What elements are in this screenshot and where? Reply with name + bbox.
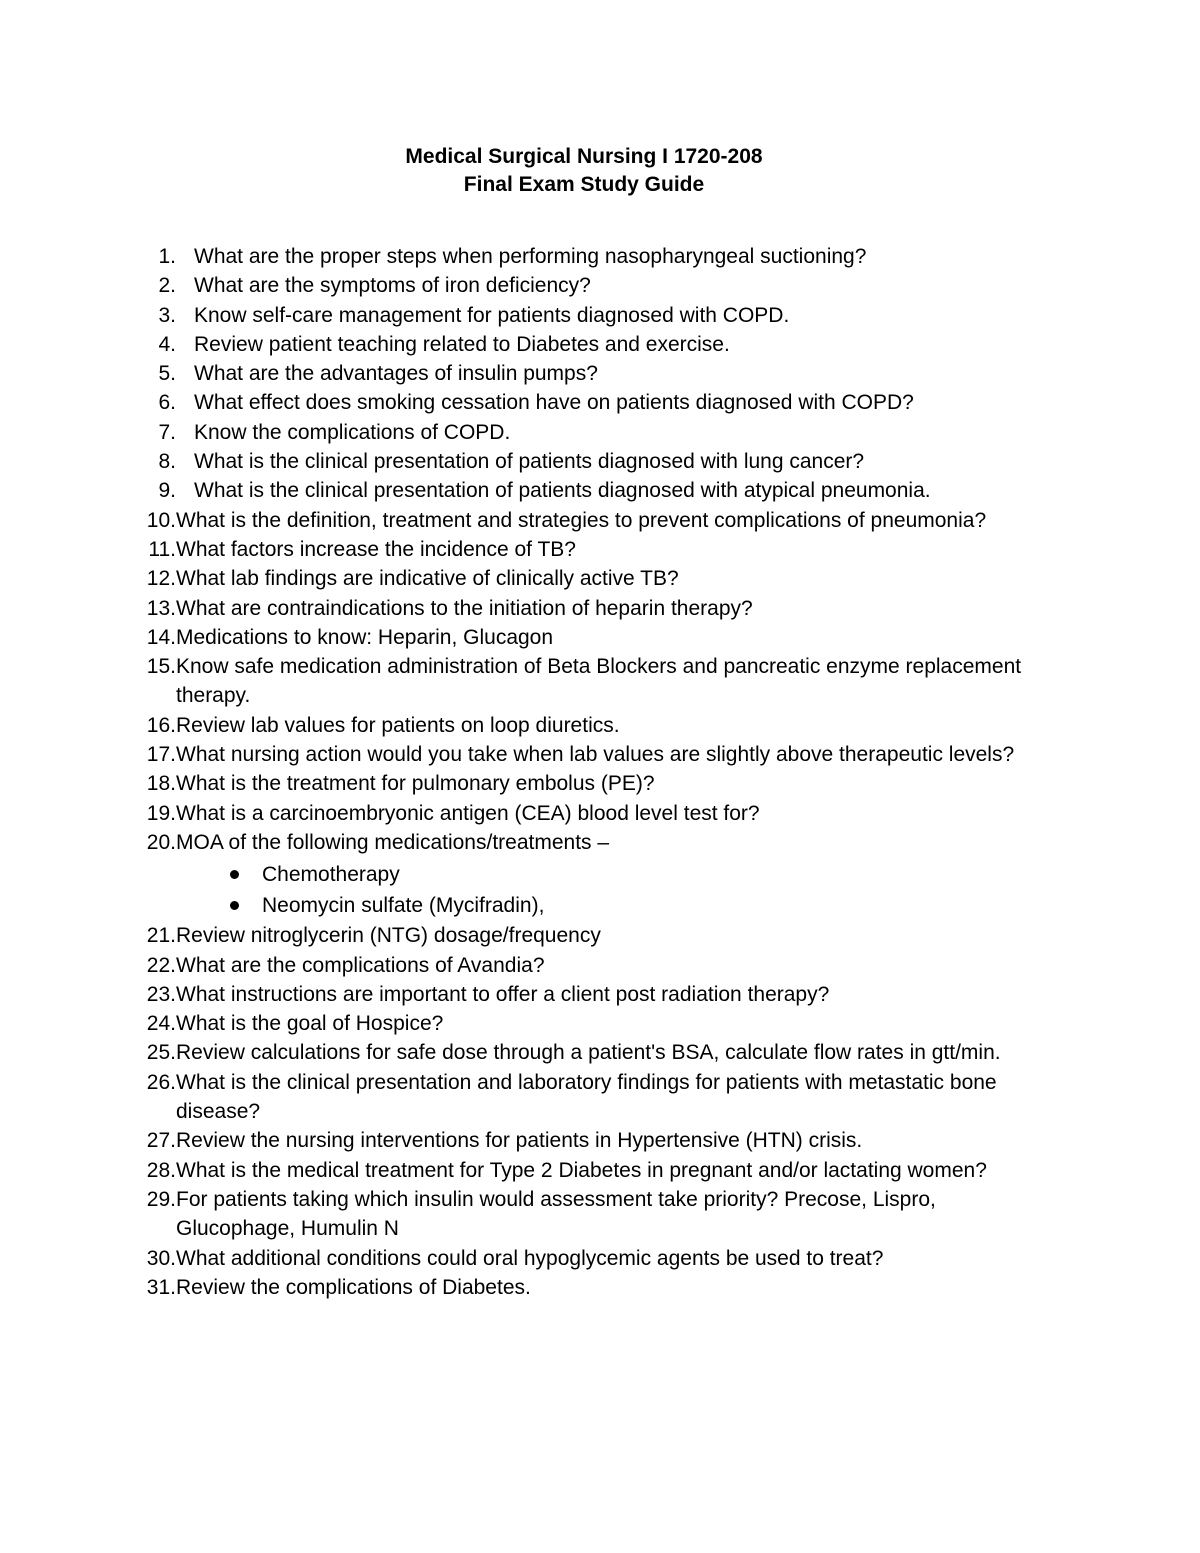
question-item xyxy=(140,447,1060,476)
bullet-dot-icon xyxy=(230,870,239,879)
question-body xyxy=(176,951,1060,980)
question-body xyxy=(176,1126,1060,1155)
question-body xyxy=(176,535,1060,564)
question-text: Review lab values for patients on loop diuretics. xyxy=(176,713,620,737)
question-body xyxy=(176,921,1060,950)
question-body xyxy=(176,980,1060,1009)
question-text: What is the clinical presentation and laboratory findings for patients with metastatic bone disease? xyxy=(176,1070,997,1124)
question-number: 9. xyxy=(158,479,176,503)
question-item xyxy=(140,1038,1060,1067)
question-body xyxy=(176,769,1060,798)
title-line-1: Medical Surgical Nursing I 1720-208 xyxy=(405,145,763,168)
question-item xyxy=(140,418,1060,447)
question-item xyxy=(140,799,1060,828)
question-item xyxy=(140,1185,1060,1244)
question-text: What are the proper steps when performing nasopharyngeal suctioning? xyxy=(194,245,867,268)
sub-bullet-text: Chemotherapy xyxy=(262,863,400,887)
question-text: What is the definition, treatment and strategies to prevent complications of pneumonia? xyxy=(176,508,987,532)
question-body xyxy=(194,359,1060,388)
question-text: What is a carcinoembryonic antigen (CEA) blood level test for? xyxy=(176,801,760,825)
question-text: For patients taking which insulin would assessment take priority? Precose, Lispro, Glucophage, Humulin N xyxy=(176,1187,936,1241)
question-text: Review the complications of Diabetes. xyxy=(176,1275,531,1299)
question-body xyxy=(176,1068,1060,1127)
question-text: What additional conditions could oral hypoglycemic agents be used to treat? xyxy=(176,1246,884,1270)
question-item xyxy=(140,740,1060,769)
question-text: Review nitroglycerin (NTG) dosage/frequency xyxy=(176,924,601,948)
question-number: 10. xyxy=(146,508,176,532)
question-number: 16. xyxy=(146,713,176,737)
question-text: Review patient teaching related to Diabetes and exercise. xyxy=(194,332,730,356)
document-title xyxy=(0,143,1168,199)
question-number: 13. xyxy=(146,596,176,620)
question-number: 11. xyxy=(148,537,176,561)
question-text: What are the advantages of insulin pumps? xyxy=(194,362,598,386)
question-item xyxy=(140,828,1060,921)
question-number: 22. xyxy=(146,953,176,977)
question-number: 31. xyxy=(146,1275,176,1299)
question-item xyxy=(140,980,1060,1009)
sub-bullet-text: Neomycin sulfate (Mycifradin), xyxy=(262,894,545,918)
question-body xyxy=(194,476,1060,505)
question-number: 28. xyxy=(146,1158,176,1182)
question-body xyxy=(176,623,1060,652)
question-text: What is the clinical presentation of patients diagnosed with lung cancer? xyxy=(194,450,865,474)
question-item xyxy=(140,535,1060,564)
question-number: 4. xyxy=(158,332,176,356)
question-item xyxy=(140,1068,1060,1127)
question-body xyxy=(194,447,1060,476)
question-number: 29. xyxy=(146,1187,176,1211)
question-body xyxy=(176,799,1060,828)
question-number: 1. xyxy=(158,245,176,268)
question-text: What instructions are important to offer a client post radiation therapy? xyxy=(176,982,830,1006)
question-text: Review the nursing interventions for patients in Hypertensive (HTN) crisis. xyxy=(176,1129,863,1153)
question-body xyxy=(176,652,1060,711)
question-body xyxy=(194,388,1060,417)
question-item xyxy=(140,1273,1060,1302)
question-list xyxy=(140,242,1060,1302)
question-number: 15. xyxy=(146,655,176,679)
bullet-dot-icon xyxy=(230,901,239,910)
question-text: Medications to know: Heparin, Glucagon xyxy=(176,625,554,649)
question-body xyxy=(194,242,1060,271)
question-body xyxy=(176,506,1060,535)
question-number: 17. xyxy=(146,743,176,767)
question-body xyxy=(176,1244,1060,1273)
question-text: What lab findings are indicative of clinically active TB? xyxy=(176,567,679,591)
question-text: MOA of the following medications/treatments – xyxy=(176,830,610,854)
question-item xyxy=(140,711,1060,740)
question-body xyxy=(194,330,1060,359)
question-body xyxy=(176,711,1060,740)
title-line-2: Final Exam Study Guide xyxy=(463,173,705,196)
question-item xyxy=(140,242,1060,271)
question-text: What is the medical treatment for Type 2 Diabetes in pregnant and/or lactating women? xyxy=(176,1158,987,1182)
question-text: What is the goal of Hospice? xyxy=(176,1012,444,1036)
question-text: Know the complications of COPD. xyxy=(194,420,511,444)
question-item xyxy=(140,301,1060,330)
question-text: What is the treatment for pulmonary embolus (PE)? xyxy=(176,772,655,796)
question-body xyxy=(176,740,1060,769)
question-item xyxy=(140,652,1060,711)
question-item xyxy=(140,1244,1060,1273)
question-item xyxy=(140,506,1060,535)
question-number: 12. xyxy=(146,567,176,591)
question-number: 19. xyxy=(146,801,176,825)
question-item xyxy=(140,1126,1060,1155)
question-item xyxy=(140,623,1060,652)
question-body xyxy=(176,1273,1060,1302)
question-number: 21. xyxy=(146,924,176,948)
question-body xyxy=(176,828,1060,921)
question-number: 2. xyxy=(158,274,176,298)
question-body xyxy=(194,418,1060,447)
question-text: What are the complications of Avandia? xyxy=(176,953,545,977)
sub-bullet-list xyxy=(176,859,1060,921)
question-item xyxy=(140,476,1060,505)
question-body xyxy=(176,564,1060,593)
question-body xyxy=(176,594,1060,623)
question-item xyxy=(140,1156,1060,1185)
question-number: 7. xyxy=(158,420,176,444)
question-item xyxy=(140,271,1060,300)
question-body xyxy=(194,271,1060,300)
question-number: 18. xyxy=(146,772,176,796)
question-text: What effect does smoking cessation have on patients diagnosed with COPD? xyxy=(194,391,914,415)
question-body xyxy=(194,301,1060,330)
question-number: 23. xyxy=(146,982,176,1006)
question-text: Know safe medication administration of Beta Blockers and pancreatic enzyme replacement therapy. xyxy=(176,655,1022,708)
sub-bullet-item xyxy=(230,859,1060,890)
question-item xyxy=(140,1009,1060,1038)
question-body xyxy=(176,1009,1060,1038)
question-text: Review calculations for safe dose through a patient's BSA, calculate flow rates in gtt/min. xyxy=(176,1041,1001,1065)
question-text: What factors increase the incidence of TB? xyxy=(176,537,576,561)
question-number: 27. xyxy=(146,1129,176,1153)
question-number: 30. xyxy=(146,1246,176,1270)
question-body xyxy=(176,1038,1060,1067)
question-item xyxy=(140,951,1060,980)
question-body xyxy=(176,1156,1060,1185)
question-text: What nursing action would you take when lab values are slightly above therapeutic levels? xyxy=(176,743,1015,767)
question-item xyxy=(140,359,1060,388)
question-item xyxy=(140,594,1060,623)
question-number: 14. xyxy=(146,625,176,649)
question-item xyxy=(140,769,1060,798)
question-item xyxy=(140,564,1060,593)
question-number: 3. xyxy=(158,303,176,327)
question-text: What are contraindications to the initiation of heparin therapy? xyxy=(176,596,753,620)
question-number: 25. xyxy=(146,1041,176,1065)
question-item xyxy=(140,921,1060,950)
question-text: What are the symptoms of iron deficiency? xyxy=(194,274,591,298)
question-body xyxy=(176,1185,1060,1244)
question-number: 24. xyxy=(146,1012,176,1036)
question-item xyxy=(140,388,1060,417)
question-item xyxy=(140,330,1060,359)
question-number: 26. xyxy=(146,1070,176,1094)
question-number: 5. xyxy=(158,362,176,386)
question-number: 8. xyxy=(158,450,176,474)
question-number: 20. xyxy=(146,830,176,854)
question-number: 6. xyxy=(158,391,176,415)
question-text: What is the clinical presentation of patients diagnosed with atypical pneumonia. xyxy=(194,479,931,503)
sub-bullet-item xyxy=(230,890,1060,921)
question-text: Know self-care management for patients diagnosed with COPD. xyxy=(194,303,790,327)
